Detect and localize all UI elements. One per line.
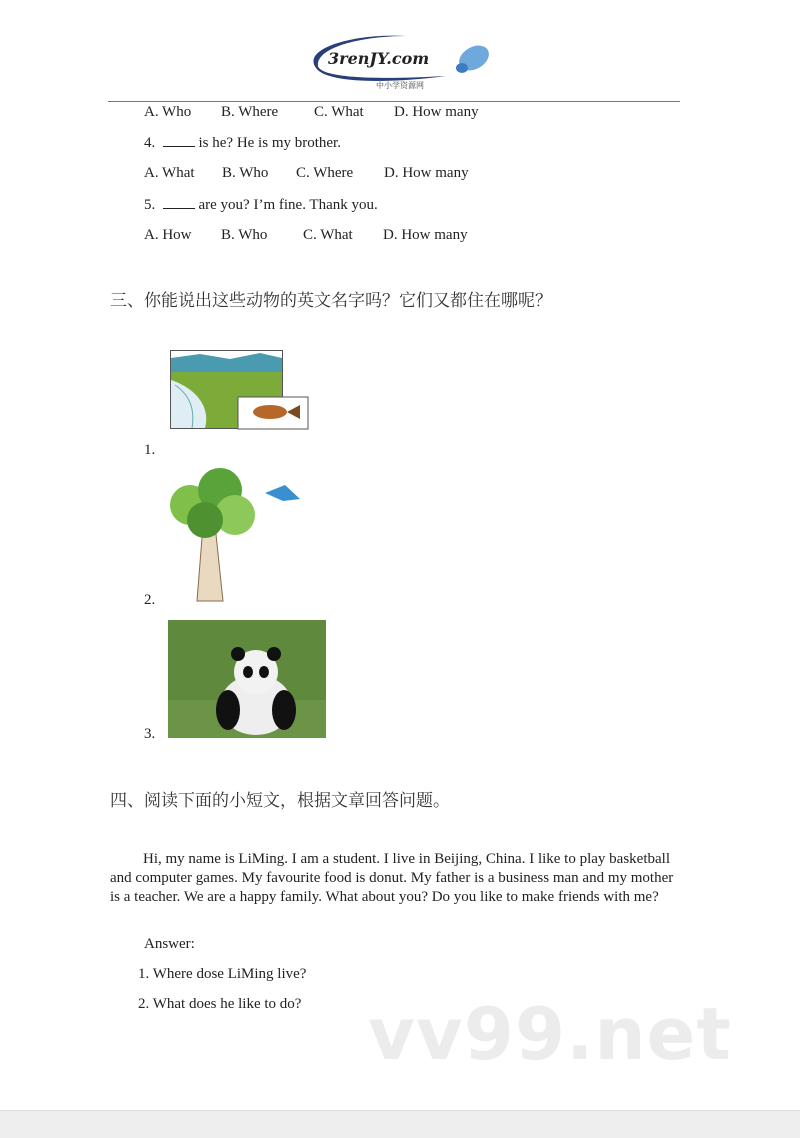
page-bottom-bar bbox=[0, 1110, 800, 1138]
option: D. How many bbox=[383, 227, 468, 243]
option: C. What bbox=[314, 104, 364, 120]
reading-question: 2. What does he like to do? bbox=[138, 996, 302, 1012]
item-number: 1. bbox=[144, 442, 156, 458]
question-5 bbox=[144, 196, 378, 214]
panda-image bbox=[168, 620, 326, 738]
question-number: 4. bbox=[144, 135, 156, 151]
q3-options bbox=[144, 103, 479, 121]
question-number: 5. bbox=[144, 197, 156, 213]
section-3-heading: 三、你能说出这些动物的英文名字吗？它们又都住在哪呢？ bbox=[110, 291, 552, 311]
option: A. What bbox=[144, 165, 195, 181]
svg-text:3renJY.com: 3renJY.com bbox=[328, 49, 430, 68]
question-text: are you? I’m fine. Thank you. bbox=[198, 197, 378, 213]
header-rule bbox=[108, 101, 680, 102]
option: B. Who bbox=[222, 165, 269, 181]
option: D. How many bbox=[394, 104, 479, 120]
watermark: vv99.net bbox=[368, 992, 732, 1076]
tree-bird-image bbox=[165, 465, 305, 605]
reading-question: 1. Where dose LiMing live? bbox=[138, 966, 307, 982]
item-number: 2. bbox=[144, 592, 156, 608]
section-4-heading: 四、阅读下面的小短文，根据文章回答问题。 bbox=[110, 791, 450, 811]
option: A. How bbox=[144, 227, 192, 243]
option: C. Where bbox=[296, 165, 354, 181]
q5-options bbox=[144, 226, 468, 244]
reading-passage: Hi, my name is LiMing. I am a student. I live in Beijing, China. I like to play basketball and computer games. My favourite food is donut. My father is a business man and my mother is a teacher. We are a happy family. What about you? Do you like to make friends with me? bbox=[110, 851, 674, 905]
item-number: 3. bbox=[144, 726, 156, 742]
svg-text:中小学资源网: 中小学资源网 bbox=[376, 81, 424, 90]
q4-options bbox=[144, 164, 469, 182]
question-4 bbox=[144, 134, 341, 152]
option: B. Where bbox=[221, 104, 279, 120]
option: B. Who bbox=[221, 227, 268, 243]
option: A. Who bbox=[144, 104, 192, 120]
site-logo bbox=[296, 28, 496, 98]
question-text: is he? He is my brother. bbox=[198, 135, 341, 151]
answer-label: Answer: bbox=[144, 936, 195, 952]
river-fish-image bbox=[170, 350, 312, 432]
option: D. How many bbox=[384, 165, 469, 181]
option: C. What bbox=[303, 227, 353, 243]
